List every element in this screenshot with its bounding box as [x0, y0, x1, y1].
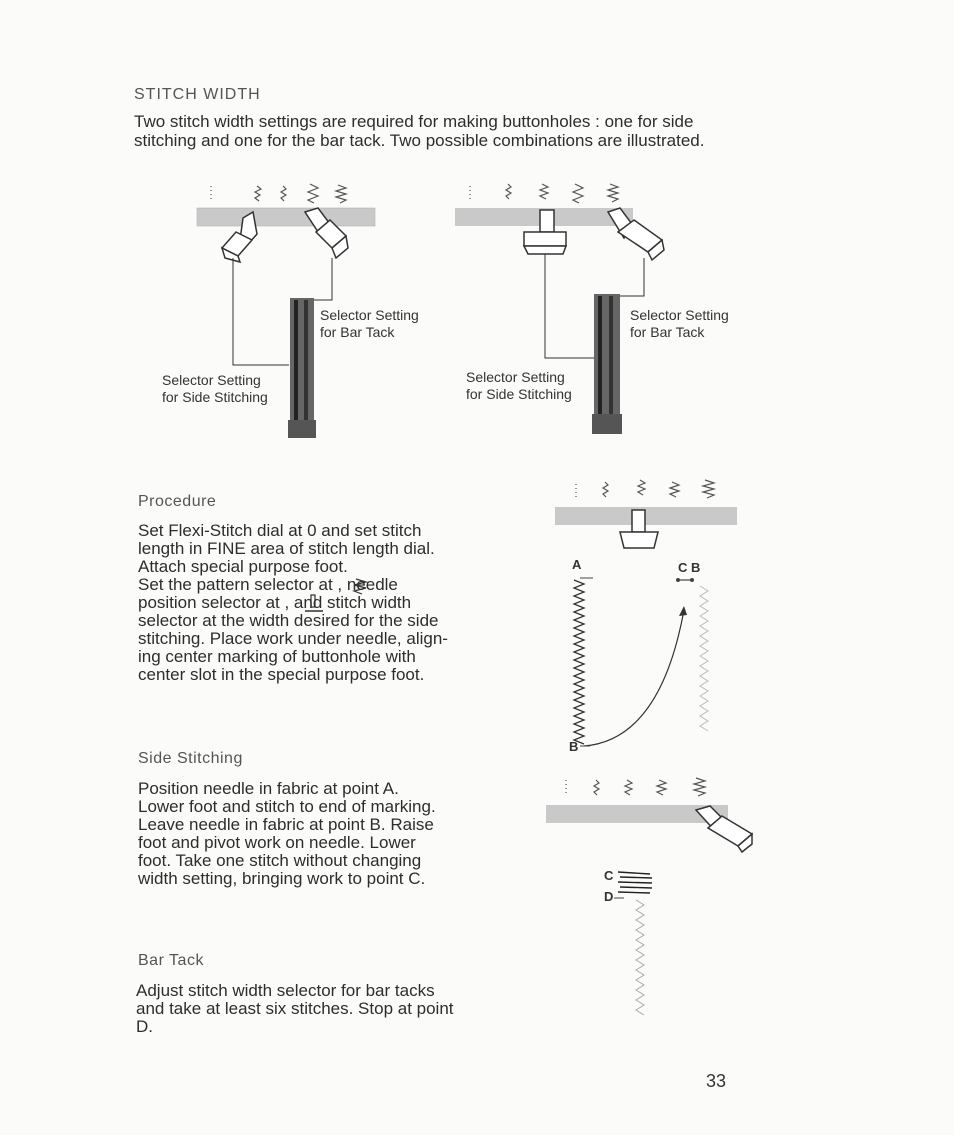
procedure-line: ing center marking of buttonhole with [138, 647, 416, 666]
procedure-line: Attach special purpose foot. [138, 557, 348, 576]
procedure-line: length in FINE area of stitch length dial. [138, 539, 435, 558]
point-cb-label: C B [678, 560, 701, 575]
point-d-label: D [604, 889, 614, 904]
side-stitching-line: Position needle in fabric at point A. [138, 779, 399, 798]
intro-line-1: Two stitch width settings are required for making buttonholes : one for side [134, 112, 694, 131]
page-number: 33 [706, 1071, 727, 1091]
point-b-label: B [569, 739, 579, 754]
procedure-line: center slot in the special purpose foot. [138, 665, 425, 684]
procedure-line: Set the pattern selector at , needle [138, 575, 398, 594]
bar-tack-stitches [618, 872, 652, 893]
intro-line-2: stitching and one for the bar tack. Two possible combinations are illustrated. [134, 131, 705, 150]
side-stitching-line: width setting, bringing work to point C. [138, 869, 426, 888]
side-stitching-line: Lower foot and stitch to end of marking. [138, 797, 436, 816]
left-bar-tack-label-line-1: Selector Setting [320, 307, 419, 323]
side-stitching-line: foot. Take one stitch without changing [138, 851, 422, 870]
side-stitching-line: foot and pivot work on needle. Lower [138, 833, 416, 852]
section-title: STITCH WIDTH [134, 86, 261, 103]
procedure-line: stitching. Place work under needle, align- [138, 629, 448, 648]
bar-tack-line: D. [136, 1017, 153, 1036]
point-c-label: C [604, 868, 614, 883]
bar-tack-line: Adjust stitch width selector for bar tacks [136, 981, 435, 1000]
procedure-heading: Procedure [138, 493, 217, 510]
side-stitching-line: Leave needle in fabric at point B. Raise [138, 815, 434, 834]
right-side-label-line-2: for Side Stitching [466, 386, 572, 402]
procedure-line: position selector at , and stitch width [138, 593, 412, 612]
procedure-line: Set Flexi-Stitch dial at 0 and set stitch [138, 521, 422, 540]
bar-tack-heading: Bar Tack [138, 952, 204, 969]
procedure-line: selector at the width desired for the side [138, 611, 439, 630]
bar-tack-line: and take at least six stitches. Stop at point [136, 999, 454, 1018]
side-stitching-heading: Side Stitching [138, 750, 243, 767]
point-a-label: A [572, 557, 582, 572]
right-side-label-line-1: Selector Setting [466, 369, 565, 385]
left-side-label-line-2: for Side Stitching [162, 389, 268, 405]
left-bar-tack-label-line-2: for Bar Tack [320, 324, 395, 340]
left-side-label-line-1: Selector Setting [162, 372, 261, 388]
bar-tack-column [636, 900, 644, 1015]
right-bar-tack-label-line-1: Selector Setting [630, 307, 729, 323]
right-bar-tack-label-line-2: for Bar Tack [630, 324, 705, 340]
